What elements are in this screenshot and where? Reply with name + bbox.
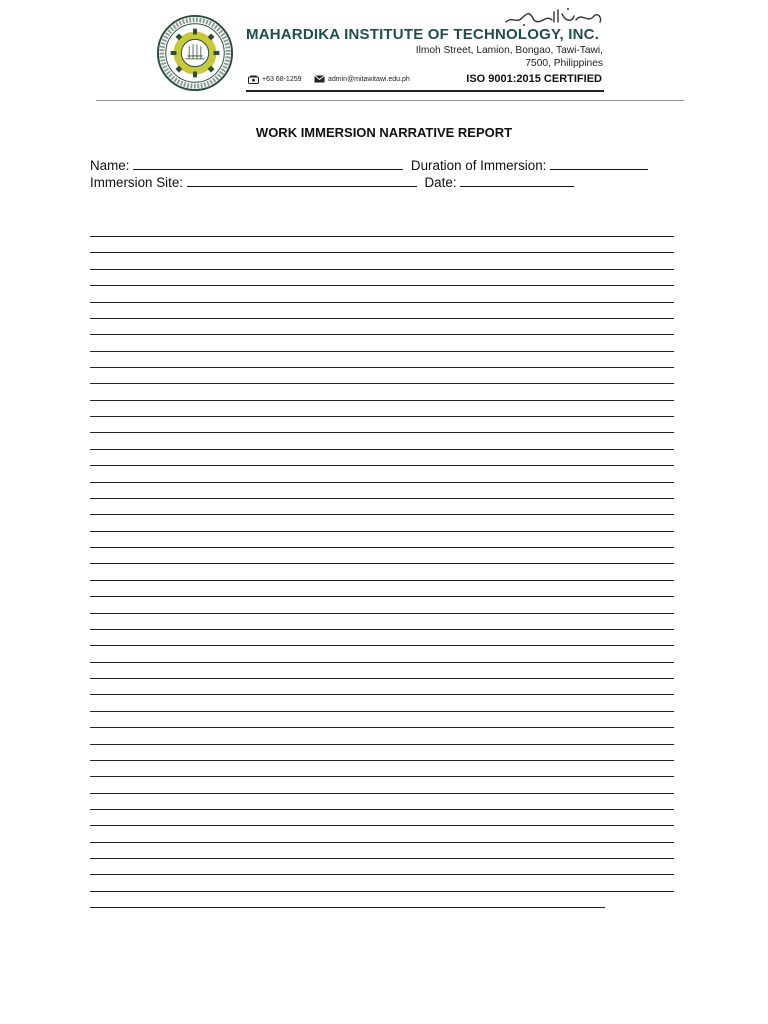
narrative-line[interactable] (90, 416, 674, 417)
header-divider (96, 100, 684, 101)
narrative-line[interactable] (90, 531, 674, 532)
narrative-line[interactable] (90, 727, 674, 728)
form-row-name-duration (90, 157, 652, 173)
phone-number: +63 68-1259 (262, 76, 302, 83)
name-label: Name: (90, 158, 130, 173)
narrative-line[interactable] (90, 891, 674, 892)
name-field[interactable] (133, 157, 403, 170)
duration-label: Duration of Immersion: (410, 158, 547, 173)
narrative-line[interactable] (90, 907, 605, 908)
contact-bar (246, 74, 604, 92)
narrative-line[interactable] (90, 793, 674, 794)
narrative-line[interactable] (90, 694, 674, 695)
narrative-line[interactable] (90, 465, 674, 466)
email-address: admin@mitawitawi.edu.ph (328, 75, 410, 83)
narrative-line[interactable] (90, 514, 674, 515)
narrative-line[interactable] (90, 236, 674, 237)
report-title: WORK IMMERSION NARRATIVE REPORT (255, 125, 513, 140)
narrative-line[interactable] (90, 744, 674, 745)
narrative-line[interactable] (90, 858, 674, 859)
form-row-site-date (90, 174, 578, 190)
institution-name: MAHARDIKA INSTITUTE OF TECHNOLOGY, INC. (246, 26, 600, 43)
narrative-line[interactable] (90, 351, 674, 352)
date-field[interactable] (460, 174, 574, 187)
narrative-line[interactable] (90, 613, 674, 614)
telephone-icon (248, 75, 259, 84)
narrative-line[interactable] (90, 825, 674, 826)
narrative-line[interactable] (90, 449, 674, 450)
narrative-line[interactable] (90, 432, 674, 433)
narrative-line[interactable] (90, 580, 674, 581)
narrative-line[interactable] (90, 252, 674, 253)
narrative-line[interactable] (90, 367, 674, 368)
duration-field[interactable] (550, 157, 648, 170)
narrative-line[interactable] (90, 842, 674, 843)
narrative-line[interactable] (90, 563, 674, 564)
iso-certification: ISO 9001:2015 CERTIFIED (466, 73, 602, 85)
address-line-2: 7500, Philippines (525, 58, 603, 69)
institution-address (416, 44, 603, 70)
narrative-line[interactable] (90, 809, 674, 810)
narrative-line[interactable] (90, 482, 674, 483)
narrative-line[interactable] (90, 302, 674, 303)
email-contact (314, 75, 410, 83)
narrative-line[interactable] (90, 711, 674, 712)
site-field[interactable] (187, 174, 417, 187)
narrative-line[interactable] (90, 662, 674, 663)
narrative-line[interactable] (90, 596, 674, 597)
date-label: Date: (424, 175, 457, 190)
narrative-line[interactable] (90, 383, 674, 384)
narrative-line[interactable] (90, 285, 674, 286)
narrative-line[interactable] (90, 678, 674, 679)
address-line-1: Ilmoh Street, Lamion, Bongao, Tawi-Tawi, (415, 45, 603, 56)
narrative-line[interactable] (90, 760, 674, 761)
narrative-line[interactable] (90, 269, 674, 270)
envelope-icon (314, 75, 325, 83)
narrative-line[interactable] (90, 629, 674, 630)
institution-seal-icon (156, 14, 234, 92)
narrative-line[interactable] (90, 400, 674, 401)
narrative-line[interactable] (90, 498, 674, 499)
narrative-line[interactable] (90, 334, 674, 335)
site-label: Immersion Site: (90, 175, 184, 190)
narrative-line[interactable] (90, 645, 674, 646)
narrative-line[interactable] (90, 776, 674, 777)
phone-contact (248, 75, 302, 84)
narrative-line[interactable] (90, 318, 674, 319)
narrative-line[interactable] (90, 874, 674, 875)
arabic-calligraphy-icon (504, 6, 604, 28)
narrative-line[interactable] (90, 547, 674, 548)
